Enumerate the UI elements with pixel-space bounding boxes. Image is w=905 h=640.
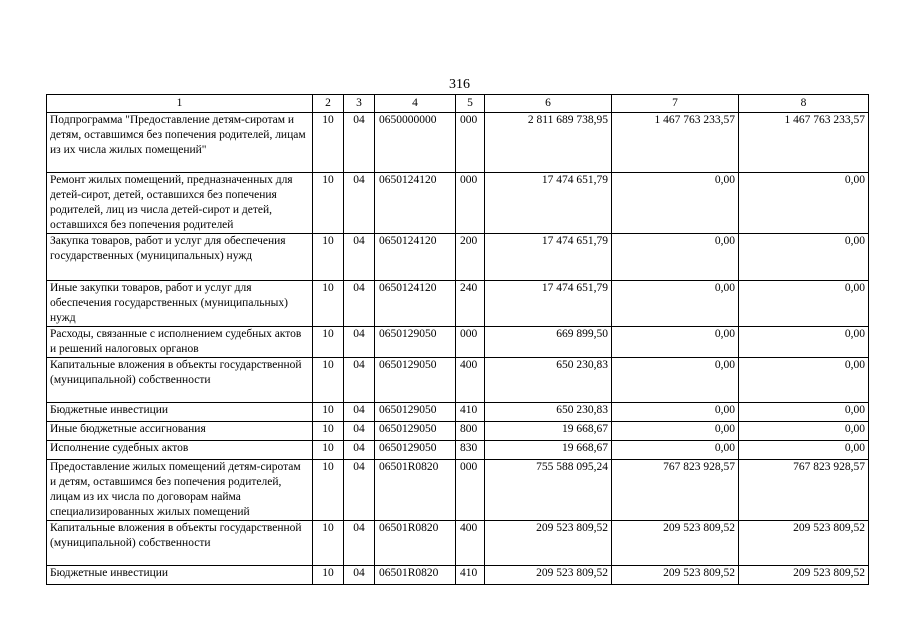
- column-header-8: 8: [739, 95, 869, 113]
- amount-column-7-cell: 767 823 928,57: [612, 460, 739, 521]
- column-header-7: 7: [612, 95, 739, 113]
- column-header-2: 2: [313, 95, 344, 113]
- column-header-4: 4: [375, 95, 456, 113]
- amount-column-7-cell: 0,00: [612, 441, 739, 460]
- table-row: [47, 460, 869, 521]
- target-item-code-cell: 0650124120: [375, 281, 456, 327]
- column-header-1: 1: [47, 95, 313, 113]
- amount-column-7-cell: 209 523 809,52: [612, 566, 739, 585]
- amount-column-7-cell: 1 467 763 233,57: [612, 113, 739, 173]
- subsection-code-cell: 04: [344, 403, 375, 422]
- amount-column-8-cell: 209 523 809,52: [739, 566, 869, 585]
- section-code-cell: 10: [313, 281, 344, 327]
- expense-type-code-cell: 000: [456, 173, 485, 234]
- column-header-3: 3: [344, 95, 375, 113]
- amount-column-8-cell: 209 523 809,52: [739, 521, 869, 566]
- subsection-code-cell: 04: [344, 234, 375, 281]
- target-item-code-cell: 06501R0820: [375, 566, 456, 585]
- table-row: [47, 327, 869, 358]
- section-code-cell: 10: [313, 403, 344, 422]
- table-row: [47, 566, 869, 585]
- table-row: [47, 113, 869, 173]
- page-number: 316: [449, 77, 470, 92]
- section-code-cell: 10: [313, 173, 344, 234]
- amount-column-7-cell: 209 523 809,52: [612, 521, 739, 566]
- target-item-code-cell: 06501R0820: [375, 521, 456, 566]
- section-code-cell: 10: [313, 327, 344, 358]
- expense-type-code-cell: 400: [456, 521, 485, 566]
- amount-column-6-cell: 17 474 651,79: [485, 234, 612, 281]
- amount-column-7-cell: 0,00: [612, 327, 739, 358]
- subsection-code-cell: 04: [344, 422, 375, 441]
- row-name-cell: Ремонт жилых помещений, предназначенных для детей-сирот, детей, оставшихся без попечения родителей, лиц из числа детей-сирот и детей, оставшихся без попечения родителей: [47, 173, 313, 234]
- expense-type-code-cell: 000: [456, 460, 485, 521]
- expense-type-code-cell: 200: [456, 234, 485, 281]
- amount-column-8-cell: 0,00: [739, 422, 869, 441]
- amount-column-6-cell: 17 474 651,79: [485, 281, 612, 327]
- section-code-cell: 10: [313, 422, 344, 441]
- section-code-cell: 10: [313, 460, 344, 521]
- expense-type-code-cell: 400: [456, 358, 485, 403]
- row-name-cell: Бюджетные инвестиции: [47, 403, 313, 422]
- budget-table: [46, 94, 869, 585]
- row-name-cell: Предоставление жилых помещений детям-сиротам и детям, оставшимся без попечения родителей, лицам из их числа по договорам найма специализированных жилых помещений: [47, 460, 313, 521]
- amount-column-6-cell: 209 523 809,52: [485, 521, 612, 566]
- row-name-cell: Капитальные вложения в объекты государственной (муниципальной) собственности: [47, 358, 313, 403]
- target-item-code-cell: 0650124120: [375, 234, 456, 281]
- target-item-code-cell: 0650000000: [375, 113, 456, 173]
- amount-column-6-cell: 650 230,83: [485, 358, 612, 403]
- row-name-cell: Расходы, связанные с исполнением судебных актов и решений налоговых органов: [47, 327, 313, 358]
- column-header-6: 6: [485, 95, 612, 113]
- section-code-cell: 10: [313, 358, 344, 403]
- expense-type-code-cell: 830: [456, 441, 485, 460]
- amount-column-6-cell: 669 899,50: [485, 327, 612, 358]
- amount-column-7-cell: 0,00: [612, 234, 739, 281]
- amount-column-8-cell: 0,00: [739, 403, 869, 422]
- amount-column-6-cell: 17 474 651,79: [485, 173, 612, 234]
- amount-column-6-cell: 209 523 809,52: [485, 566, 612, 585]
- amount-column-8-cell: 0,00: [739, 281, 869, 327]
- table-row: [47, 403, 869, 422]
- table-row: [47, 521, 869, 566]
- subsection-code-cell: 04: [344, 441, 375, 460]
- section-code-cell: 10: [313, 234, 344, 281]
- table-row: [47, 281, 869, 327]
- amount-column-8-cell: 0,00: [739, 327, 869, 358]
- table-row: [47, 234, 869, 281]
- column-header-5: 5: [456, 95, 485, 113]
- row-name-cell: Иные закупки товаров, работ и услуг для обеспечения государственных (муниципальных) нужд: [47, 281, 313, 327]
- table-row: [47, 441, 869, 460]
- row-name-cell: Закупка товаров, работ и услуг для обеспечения государственных (муниципальных) нужд: [47, 234, 313, 281]
- amount-column-6-cell: 650 230,83: [485, 403, 612, 422]
- row-name-cell: Бюджетные инвестиции: [47, 566, 313, 585]
- amount-column-7-cell: 0,00: [612, 422, 739, 441]
- expense-type-code-cell: 000: [456, 327, 485, 358]
- row-name-cell: Исполнение судебных актов: [47, 441, 313, 460]
- amount-column-6-cell: 755 588 095,24: [485, 460, 612, 521]
- subsection-code-cell: 04: [344, 281, 375, 327]
- amount-column-8-cell: 0,00: [739, 173, 869, 234]
- target-item-code-cell: 0650129050: [375, 403, 456, 422]
- amount-column-8-cell: 0,00: [739, 441, 869, 460]
- table-row: [47, 422, 869, 441]
- amount-column-8-cell: 1 467 763 233,57: [739, 113, 869, 173]
- target-item-code-cell: 0650129050: [375, 327, 456, 358]
- subsection-code-cell: 04: [344, 113, 375, 173]
- subsection-code-cell: 04: [344, 173, 375, 234]
- amount-column-7-cell: 0,00: [612, 281, 739, 327]
- target-item-code-cell: 06501R0820: [375, 460, 456, 521]
- subsection-code-cell: 04: [344, 358, 375, 403]
- subsection-code-cell: 04: [344, 327, 375, 358]
- amount-column-8-cell: 0,00: [739, 234, 869, 281]
- target-item-code-cell: 0650129050: [375, 441, 456, 460]
- amount-column-6-cell: 19 668,67: [485, 441, 612, 460]
- amount-column-6-cell: 19 668,67: [485, 422, 612, 441]
- row-name-cell: Иные бюджетные ассигнования: [47, 422, 313, 441]
- amount-column-7-cell: 0,00: [612, 358, 739, 403]
- amount-column-8-cell: 0,00: [739, 358, 869, 403]
- row-name-cell: Подпрограмма "Предоставление детям-сиротам и детям, оставшимся без попечения родителей, лицам из их числа жилых помещений": [47, 113, 313, 173]
- target-item-code-cell: 0650129050: [375, 422, 456, 441]
- subsection-code-cell: 04: [344, 521, 375, 566]
- table-row: [47, 358, 869, 403]
- table-body: [47, 113, 869, 585]
- subsection-code-cell: 04: [344, 566, 375, 585]
- section-code-cell: 10: [313, 521, 344, 566]
- expense-type-code-cell: 410: [456, 403, 485, 422]
- section-code-cell: 10: [313, 441, 344, 460]
- expense-type-code-cell: 410: [456, 566, 485, 585]
- table-row: [47, 173, 869, 234]
- amount-column-8-cell: 767 823 928,57: [739, 460, 869, 521]
- subsection-code-cell: 04: [344, 460, 375, 521]
- amount-column-7-cell: 0,00: [612, 403, 739, 422]
- target-item-code-cell: 0650129050: [375, 358, 456, 403]
- expense-type-code-cell: 240: [456, 281, 485, 327]
- row-name-cell: Капитальные вложения в объекты государственной (муниципальной) собственности: [47, 521, 313, 566]
- target-item-code-cell: 0650124120: [375, 173, 456, 234]
- expense-type-code-cell: 000: [456, 113, 485, 173]
- amount-column-7-cell: 0,00: [612, 173, 739, 234]
- amount-column-6-cell: 2 811 689 738,95: [485, 113, 612, 173]
- section-code-cell: 10: [313, 566, 344, 585]
- header-row: [47, 95, 869, 113]
- expense-type-code-cell: 800: [456, 422, 485, 441]
- section-code-cell: 10: [313, 113, 344, 173]
